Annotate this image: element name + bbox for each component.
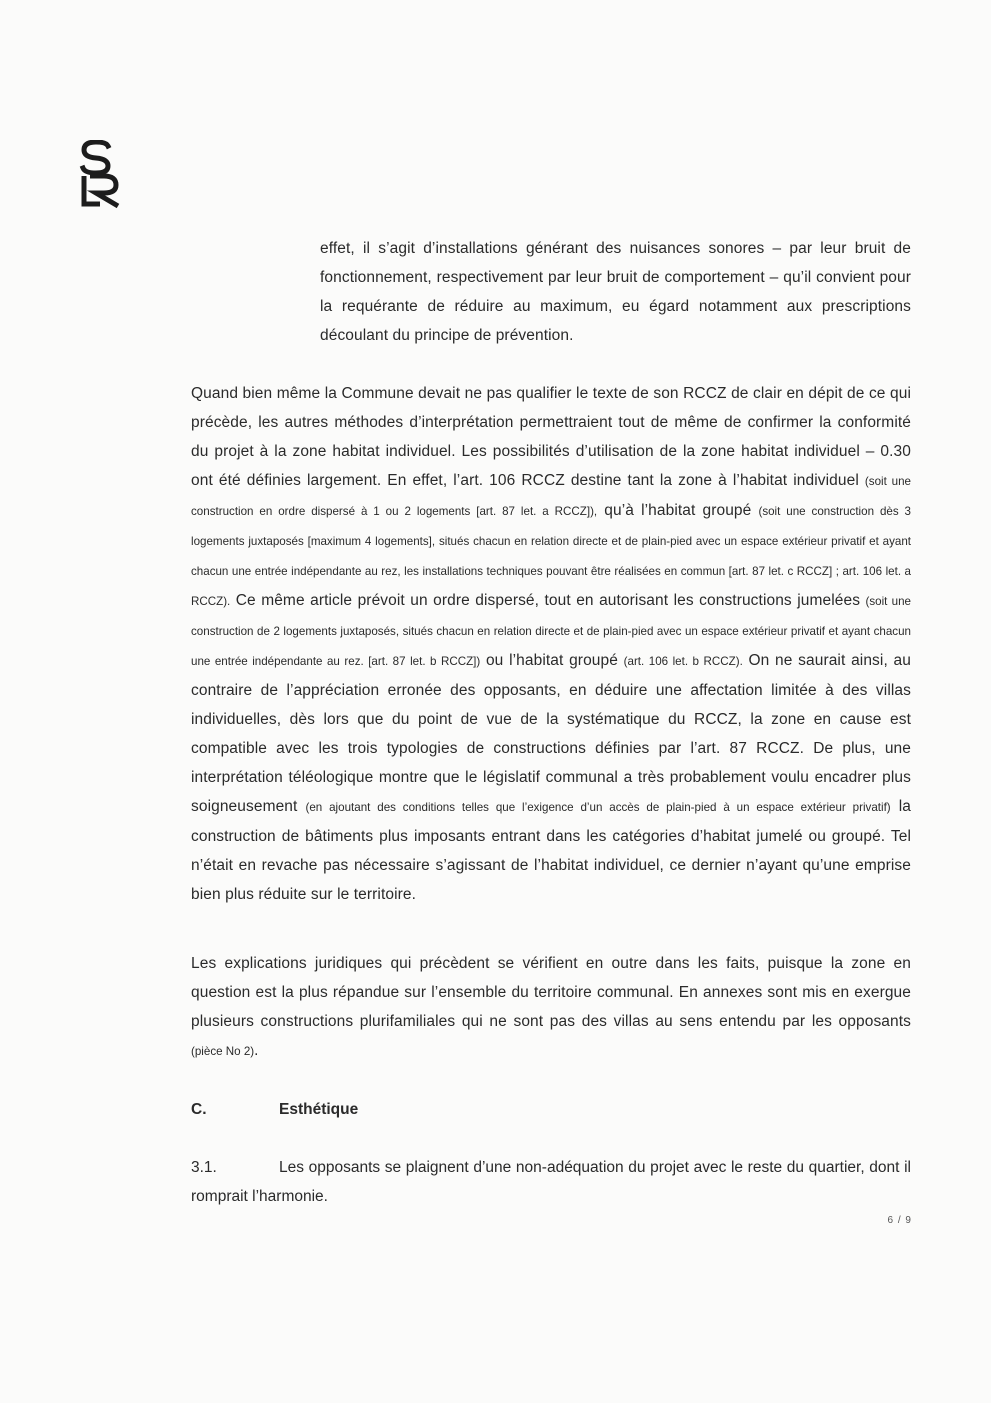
legal-reference: (en ajoutant des conditions telles que l’exigence d’un accès de plain-pied à un espace extérieur privatif): [305, 801, 891, 814]
section-number: C.: [191, 1101, 207, 1118]
paragraph-text: ou l’habitat groupé: [480, 652, 624, 669]
paragraph-text: On ne saurait ainsi, au contraire de l’appréciation erronée des opposants, en déduire une affectation limitée à des villas individuelles, dès lors que du point de vue de la systématique du RCCZ, la zone en cause est compatible avec les trois typologies de constructions définies par l’art. 87 RCCZ. De plus, une interprétation téléologique montre que le législatif communal a très probablement voulu encadrer plus soigneusement: [191, 652, 911, 815]
paragraph-text: la construction de bâtiments plus imposants entrant dans les catégories d’habitat jumelé ou groupé. Tel n’était en revache pas nécessaire s’agissant de l’habitat individuel, ce dernier n’ayant qu’une emprise bien plus réduite sur le territoire.: [191, 798, 911, 903]
legal-reference: (soit une construction en ordre dispersé à 1 ou 2 logements [art. 87 let. a RCCZ]),: [191, 475, 911, 518]
paragraph-continued: [320, 234, 911, 350]
paragraph-text: Ce même article prévoit un ordre dispersé, tout en autorisant les constructions jumelées: [230, 592, 866, 609]
paragraph-text: Les explications juridiques qui précèdent se vérifient en outre dans les faits, puisque la zone en question est la plus répandue sur l’ensemble du territoire communal. En annexes sont mis en exergue plusieurs constructions plurifamiliales qui ne sont pas des villas au sens entendu par les opposants: [191, 955, 911, 1030]
paragraph-text: qu’à l’habitat groupé: [597, 502, 759, 519]
page-number: 6 / 9: [887, 1215, 912, 1226]
section-title: Esthétique: [279, 1101, 359, 1118]
paragraph-text: Quand bien même la Commune devait ne pas qualifier le texte de son RCCZ de clair en dépit de ce qui précède, les autres méthodes d’interprétation permettraient tout de même de confirmer la conformité du projet à la zone habitat individuel. Les possibilités d’utilisation de la zone habitat individuel – 0.30 ont été définies largement. En effet, l’art. 106 RCCZ destine tant la zone à l’habitat individuel: [191, 385, 911, 489]
legal-reference: (soit une construction de 2 logements juxtaposés, situés chacun en relation directe et de plain-pied avec un espace extérieur privatif et ayant chacun une entrée indépendante au rez. [art. 87 let. b RCCZ]): [191, 595, 912, 668]
paragraph-text: effet, il s’agit d’installations générant des nuisances sonores – par leur bruit de fonctionnement, respectivement par leur bruit de comportement – qu’il convient pour la requérante de réduire au maximum, eu égard notamment aux prescriptions découlant du principe de prévention.: [320, 240, 911, 344]
legal-reference: (soit une construction dès 3 logements juxtaposés [maximum 4 logements], situés chacun en relation directe et de plain-pied avec un espace extérieur privatif et ayant chacun une entrée indépendante au rez, les installations techniques pouvant être réalisées en commun [art. 87 let. c RCCZ] ; art. 106 let. a RCCZ).: [191, 505, 911, 608]
section-heading: [191, 1095, 358, 1124]
numbered-point: [191, 1153, 911, 1211]
point-text: Les opposants se plaignent d’une non-adéquation du projet avec le reste du quartier, dont il romprait l’harmonie.: [191, 1159, 911, 1205]
point-number: 3.1.: [191, 1159, 217, 1176]
paragraph-interpretation: [191, 379, 911, 909]
paragraph-facts: [191, 949, 911, 1066]
legal-reference: (art. 106 let. b RCCZ).: [623, 655, 743, 668]
paragraph-text: .: [254, 1042, 259, 1059]
firm-logo-icon: [76, 140, 124, 210]
legal-reference: (pièce No 2): [191, 1045, 255, 1058]
